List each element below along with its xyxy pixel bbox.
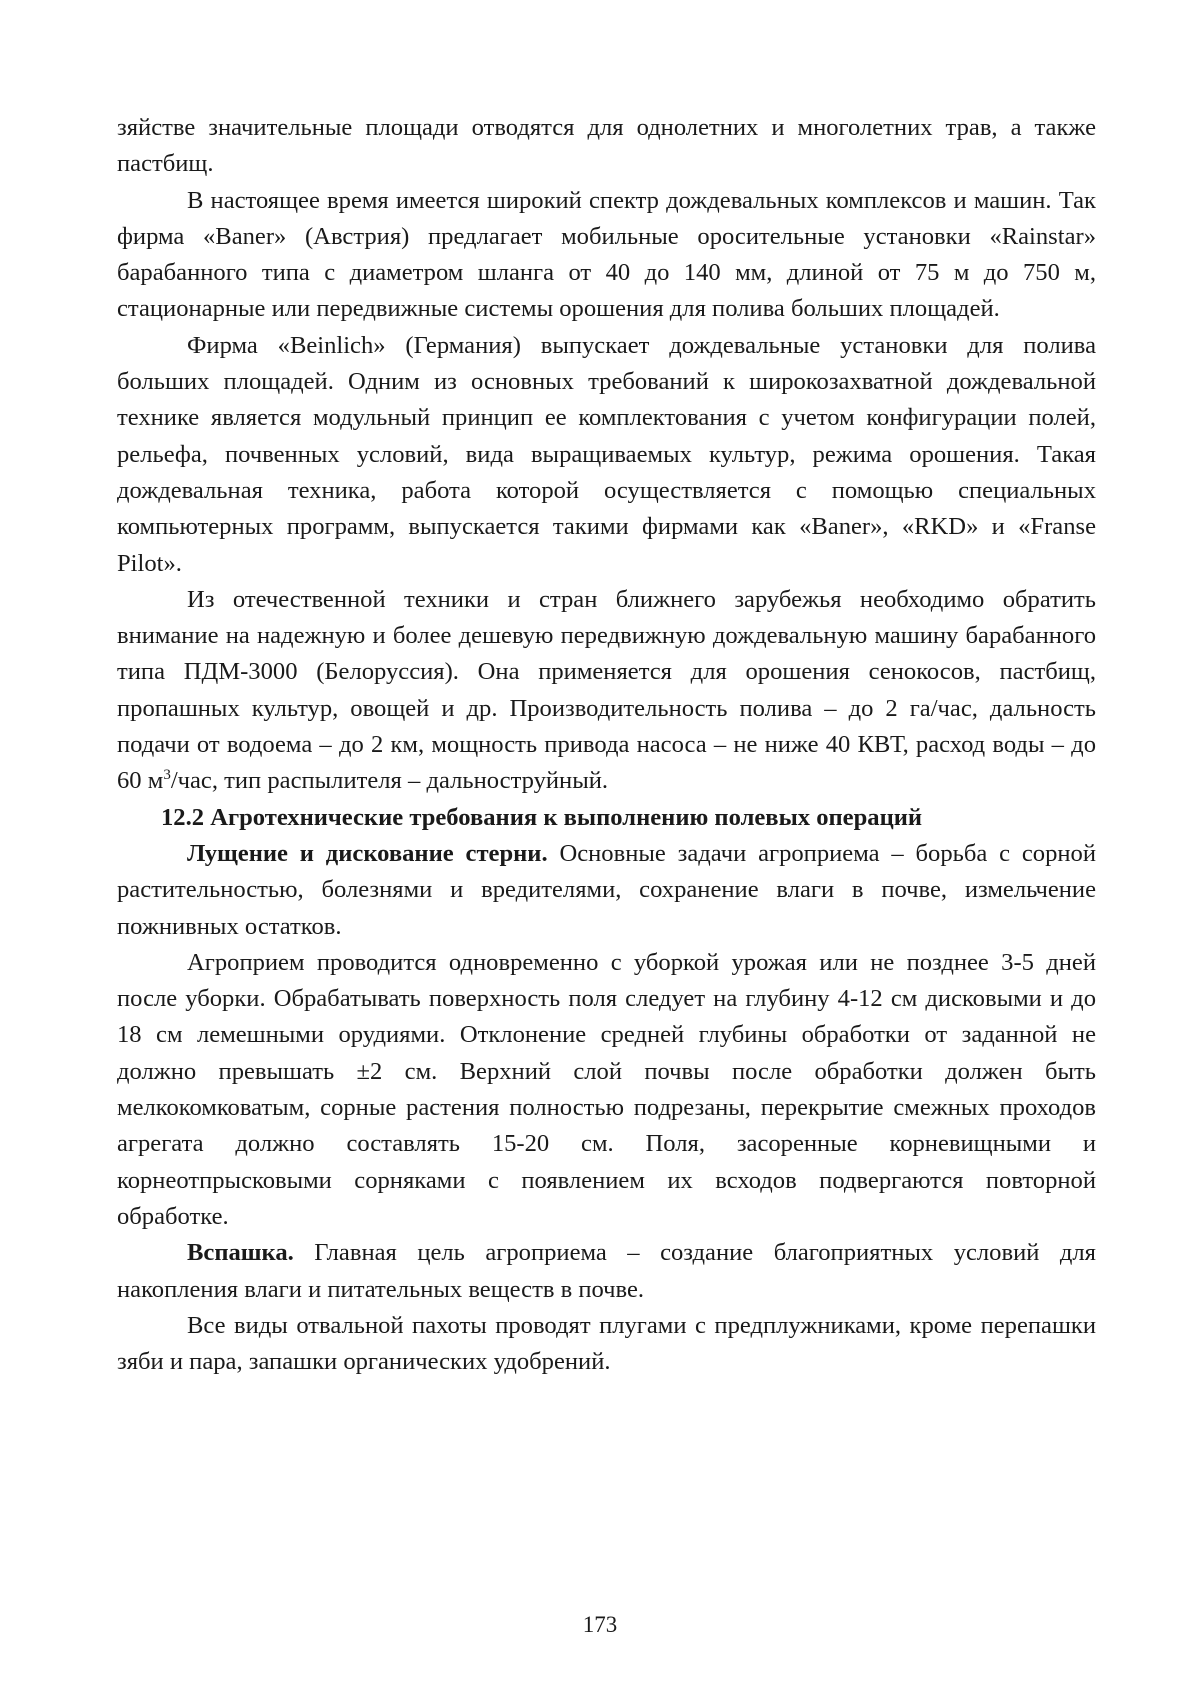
paragraph-lead-title: Лущение и дискование стерни. bbox=[187, 839, 548, 867]
paragraph-sprinkler-market: В настоящее время имеется широкий спектр дождевальных комплексов и машин. Так фирма «Baner» (Австрия) предлагает мобильные оросительные установки «Rainstar» барабанного типа с диаметром шланга от 40 до 140 мм, длиной от 75 м до 750 м, стационарные или передвижные системы орошения для полива больших площадей. bbox=[117, 186, 1096, 323]
paragraph-body: Основные задачи агроприема – борьба с сорной растительностью, болезнями и вредителями, сохранение влаги в почве, измельчение пожнивных остатков. bbox=[117, 839, 1096, 940]
paragraph-plowing bbox=[117, 1235, 1096, 1308]
paragraph-lead-title: Вспашка. bbox=[187, 1239, 294, 1267]
paragraph-stubble-discing bbox=[117, 836, 1096, 945]
section-heading: 12.2 Агротехнические требования к выполнению полевых операций bbox=[161, 803, 923, 831]
paragraph-pdm-3000 bbox=[117, 582, 1096, 800]
paragraph-continuation: зяйстве значительные площади отводятся для однолетних и многолетних трав, а также пастбищ. bbox=[117, 114, 1096, 178]
body-text bbox=[117, 110, 1096, 1380]
paragraph-moldboard-plowing: Все виды отвальной пахоты проводят плугами с предплужниками, кроме перепашки зяби и пара, запашки органических удобрений. bbox=[117, 1311, 1096, 1376]
paragraph-timing-depth: Агроприем проводится одновременно с уборкой урожая или не позднее 3-5 дней после уборки. Обрабатывать поверхность поля следует на глубину 4-12 см дисковыми и до 18 см лемешными орудиями. Отклонение средней глубины обработки от заданной не должно превышать ±2 см. Верхний слой почвы после обработки должен быть мелкокомковатым, сорные растения полностью подрезаны, перекрытие смежных проходов агрегата должно составлять 15-20 см. Поля, засоренные корневищными и корнеотпрысковыми сорняками с появлением их всходов подвергаются повторной обработке. bbox=[117, 948, 1096, 1230]
paragraph-beinlich: Фирма «Beinlich» (Германия) выпускает дождевальные установки для полива больших площадей. Одним из основных требований к широкозахватной дождевальной технике является модульный принцип ее комплектования с учетом конфигурации полей, рельефа, почвенных условий, вида выращиваемых культур, режима орошения. Такая дождевальная техника, работа которой осуществляется с помощью специальных компьютерных программ, выпускается такими фирмами как «Baner», «RKD» и «Franse Pilot». bbox=[117, 331, 1096, 577]
unit-exponent: 3 bbox=[163, 767, 171, 784]
page-number: 173 bbox=[582, 1612, 618, 1637]
paragraph-body: Главная цель агроприема – создание благоприятных условий для накопления влаги и питательных веществ в почве. bbox=[117, 1239, 1096, 1303]
pdm-text: Из отечественной техники и стран ближнего зарубежья необходимо обратить внимание на надежную и более дешевую передвижную дождевальную машину барабанного типа ПДМ-3000 (Белоруссия). Она применяется для орошения сенокосов, пастбищ, пропашных культур, овощей и др. Производительность полива – до 2 га/час, дальность подачи от водоема – до 2 км, мощность привода насоса – не ниже 40 КВТ, расход воды – до 60 м bbox=[117, 585, 1096, 795]
pdm-text-end: /час, тип распылителя – дальноструйный. bbox=[170, 767, 609, 795]
